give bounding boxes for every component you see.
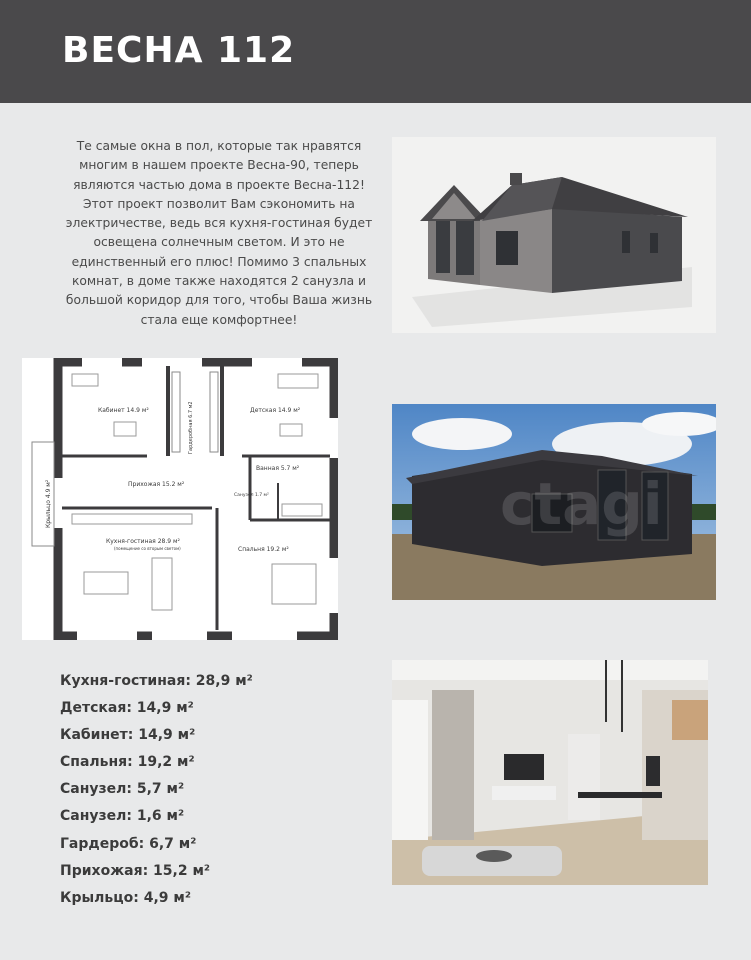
interior-render-image (392, 660, 708, 885)
room-label-kitchen: Кухня-гостиная 28.9 м² (106, 538, 180, 545)
exterior-photo-image (392, 404, 716, 600)
room-label-wc: Санузел 1.7 м² (234, 493, 269, 498)
area-item: Спальня: 19,2 м² (60, 754, 195, 771)
page-title: ВЕСНА 112 (62, 30, 296, 71)
room-label-kitchen-note: (помещение со вторым светом) (114, 546, 181, 551)
room-label-office: Кабинет 14.9 м² (98, 407, 149, 414)
area-item: Прихожая: 15,2 м² (60, 862, 211, 879)
area-item: Детская: 14,9 м² (60, 700, 194, 717)
exterior-render-image (392, 137, 716, 333)
intro-paragraph: Те самые окна в пол, которые так нравятся многим в нашем проекте Весна-90, теперь являются частью дома в проекте Весна-112! Этот проект позволит Вам сэкономить на электричестве, ведь вся кухня-гостиная будет освещена солнечным светом. И это не единственный его плюс! Помимо 3 спальных комнат, в доме также находятся 2 санузла и большой коридор для того, чтобы Ваша жизнь стала еще комфортнее! (65, 139, 373, 327)
watermark-text: ctagi (500, 470, 663, 538)
room-label-bedroom: Спальня 19.2 м² (238, 546, 289, 553)
floor-plan-diagram (22, 358, 338, 640)
area-item: Санузел: 1,6 м² (60, 808, 185, 825)
area-item: Санузел: 5,7 м² (60, 781, 185, 798)
room-label-wardrobe: Гардеробная 6.7 м2 (188, 401, 194, 454)
page-header (0, 0, 751, 103)
area-item: Крыльцо: 4,9 м² (60, 889, 191, 906)
area-item: Кабинет: 14,9 м² (60, 727, 196, 744)
room-label-hall: Прихожая 15.2 м² (128, 481, 185, 488)
room-label-porch: Крыльцо 4.9 м² (45, 479, 52, 528)
room-label-bath: Ванная 5.7 м² (256, 465, 300, 472)
area-item: Кухня-гостиная: 28,9 м² (60, 673, 253, 689)
room-areas-list (60, 668, 253, 912)
area-item: Гардероб: 6,7 м² (60, 835, 197, 852)
room-label-kids: Детская 14.9 м² (250, 407, 301, 414)
